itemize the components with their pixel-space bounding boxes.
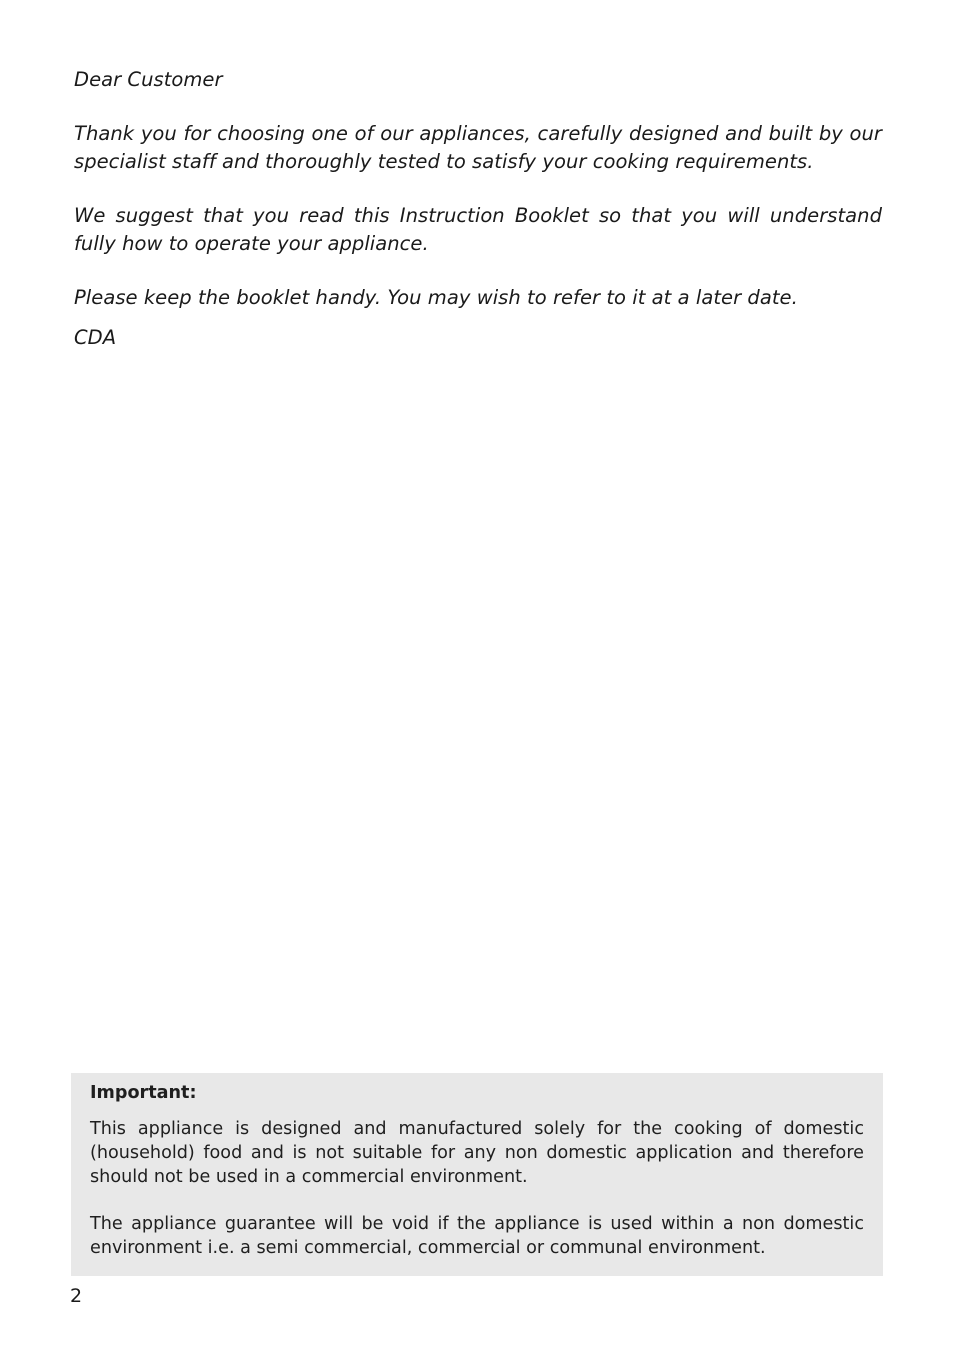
letter-signature: CDA (74, 326, 117, 349)
page-number: 2 (70, 1285, 83, 1307)
important-notice-box (71, 1073, 883, 1276)
welcome-letter (74, 66, 882, 352)
letter-paragraph-thanks: Thank you for choosing one of our appliances, carefully designed and built by our specialist staff and thoroughly tested to satisfy your cooking requirements. (74, 122, 882, 173)
important-heading: Important: (90, 1083, 197, 1103)
important-note-guarantee: The appliance guarantee will be void if the appliance is used within a non domestic environment i.e. a semi commercial, commercial or communal environment. (90, 1214, 864, 1258)
letter-paragraph-suggestion: We suggest that you read this Instruction Booklet so that you will understand fully how to operate your appliance. (74, 204, 882, 255)
important-note-domestic-use: This appliance is designed and manufactured solely for the cooking of domestic (household) food and is not suitable for any non domestic application and therefore should not be used in a commercial environment. (90, 1119, 864, 1187)
letter-paragraph-keep-handy: Please keep the booklet handy. You may wish to refer to it at a later date. (74, 286, 798, 309)
letter-greeting: Dear Customer (74, 68, 223, 91)
